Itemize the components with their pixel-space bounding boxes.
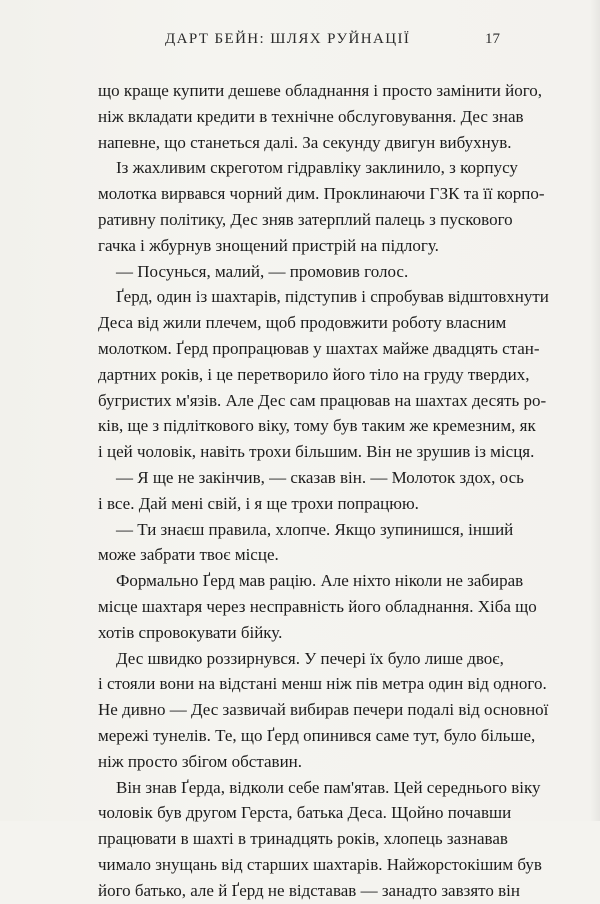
text-line: Із жахливим скреготом гідравліку заклинило, з корпусу — [116, 158, 518, 178]
text-line: і стояли вони на відстані менш ніж пів метра один від одного. — [98, 674, 547, 694]
text-line: — Посунься, малий, — промовив голос. — [116, 261, 409, 281]
body-text — [98, 78, 549, 904]
text-line: Ґерд, один із шахтарів, підступив і спробував відштовхнути — [116, 287, 549, 307]
text-line: і все. Дай мені свій, і я ще трохи попрацюю. — [98, 493, 419, 513]
text-line: напевне, що станеться далі. За секунду двигун вибухнув. — [98, 132, 512, 152]
text-line: Формально Ґерд мав рацію. Але ніхто ніколи не забирав — [116, 571, 524, 591]
text-line: працювати в шахті в тринадцять років, хлопець зазнавав — [98, 829, 508, 849]
text-line: ніж вкладати кредити в технічне обслуговування. Дес знав — [98, 106, 524, 126]
text-line: Дес швидко роззирнувся. У печері їх було лише двоє, — [116, 648, 504, 668]
text-line: і цей чоловік, навіть трохи більшим. Він не зрушив із місця. — [98, 442, 535, 462]
text-line: ративну політику, Дес зняв затерплий палець з пускового — [98, 209, 513, 229]
text-line: що краще купити дешеве обладнання і просто замінити його, — [98, 81, 542, 100]
running-title: ДАРТ БЕЙН: ШЛЯХ РУЙНАЦІЇ — [165, 31, 411, 47]
page-number: 17 — [485, 31, 500, 47]
text-line: ніж просто збігом обставин. — [98, 751, 303, 771]
text-line: чоловік був другом Герста, батька Деса. Щойно почавши — [98, 803, 512, 823]
text-line: бугристих м'язів. Але Дес сам працював на шахтах десять ро- — [98, 390, 547, 410]
text-line: Деса від жили плечем, щоб продовжити роботу власним — [98, 313, 507, 333]
text-line: молотком. Ґерд пропрацював у шахтах майже двадцять стан- — [98, 338, 540, 358]
text-line: чимало знущань від старших шахтарів. Найжорстокішим був — [98, 854, 542, 874]
text-line: його батько, але й Ґерд не відставав — занадто завзято він — [98, 880, 520, 900]
text-line: — Я ще не закінчив, — сказав він. — Молоток здох, ось — [116, 467, 524, 487]
page-edge-shadow — [590, 0, 600, 821]
text-line: мережі тунелів. Те, що Ґерд опинився саме тут, було більше, — [98, 725, 536, 745]
text-line: Не дивно — Дес зазвичай вибирав печери подалі від основної — [98, 700, 549, 720]
text-line: — Ти знаєш правила, хлопче. Якщо зупинишся, інший — [116, 519, 514, 539]
text-line: хотів спровокувати бійку. — [98, 622, 283, 642]
text-line: Він знав Ґерда, відколи себе пам'ятав. Цей середнього віку — [116, 777, 541, 797]
text-line: місце шахтаря через несправність його обладнання. Хіба що — [98, 596, 537, 616]
text-line: може забрати твоє місце. — [98, 545, 279, 565]
text-line: гачка і жбурнув знощений пристрій на підлогу. — [98, 235, 439, 255]
text-line: молотка вирвався чорний дим. Проклинаючи ГЗК та її корпо- — [98, 184, 545, 204]
running-head — [0, 31, 600, 55]
text-line: дартних років, і це перетворило його тіло на груду твердих, — [98, 364, 530, 384]
text-line: ків, ще з підліткового віку, тому був таким же кремезним, як — [98, 416, 536, 436]
